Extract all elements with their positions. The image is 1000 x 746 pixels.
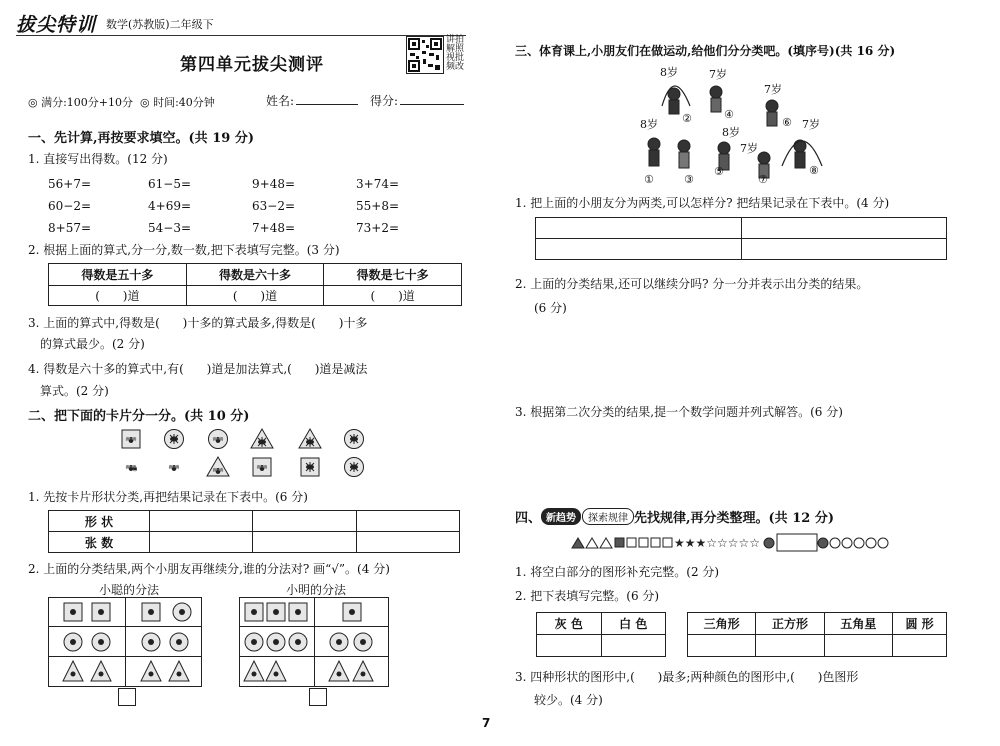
row-label: 形 状 [49, 511, 150, 532]
section-2-title: 二、把下面的卡片分一分。(共 10 分) [28, 409, 250, 424]
age-label: 7岁 [740, 142, 758, 155]
square-card [301, 458, 319, 476]
circle-card [345, 458, 364, 477]
card-area [121, 428, 371, 484]
section-4-title: 先找规律,再分类整理。(共 12 分) [634, 511, 834, 526]
calc-item[interactable]: 3+74= [356, 177, 400, 191]
topic-badge: 探索规律 [582, 508, 634, 525]
brand-logo: 拔尖特训 [16, 14, 97, 36]
section-4-prefix: 四、 [515, 511, 542, 526]
qr-char: 讲 [446, 35, 456, 45]
kid-number: ① [644, 173, 654, 186]
color-table [536, 612, 666, 657]
answer-cell[interactable] [150, 532, 253, 553]
table-header: 得数是六十多 [186, 264, 324, 286]
shape-count-table [48, 510, 460, 553]
row-label: 张 数 [49, 532, 150, 553]
question-1-3: 3. 上面的算式中,得数是( )十多的算式最多,得数是( )十多 [28, 316, 368, 330]
calc-item[interactable]: 7+48= [252, 221, 296, 235]
circle-card [345, 430, 364, 449]
trend-badge: 新趋势 [541, 508, 581, 525]
table-header: 三角形 [688, 613, 756, 635]
question-1-2: 2. 根据上面的算式,分一分,数一数,把下表填写完整。(3 分) [28, 243, 340, 257]
table-header: 圆 形 [893, 613, 947, 635]
qr-char: 视 [446, 53, 456, 63]
method-a-table [48, 597, 202, 687]
question-1-3-cont: 的算式最少。(2 分) [40, 337, 145, 351]
table-header: 灰 色 [537, 613, 602, 635]
qr-char: 改 [455, 62, 465, 72]
question-1-1: 1. 直接写出得数。(12 分) [28, 152, 168, 166]
fly-card [169, 465, 179, 471]
question-4-2: 2. 把下表填写完整。(6 分) [515, 589, 660, 603]
answer-cell[interactable] [741, 239, 947, 260]
kid-number: ③ [684, 173, 694, 186]
square-card [122, 430, 140, 448]
calc-row [48, 195, 468, 217]
answer-cell[interactable] [756, 635, 824, 657]
calc-item[interactable]: 8+57= [48, 221, 92, 235]
shape-table [687, 612, 947, 657]
question-4-3-cont: 较少。(4 分) [534, 693, 603, 707]
triangle-card [207, 457, 229, 476]
answer-cell[interactable] [741, 218, 947, 239]
fly-card [126, 465, 137, 472]
table-header: 得数是五十多 [49, 264, 187, 286]
method-a-label: 小聪的分法 [99, 583, 160, 597]
calc-item[interactable]: 61−5= [148, 177, 192, 191]
circle-card [165, 430, 184, 449]
answer-cell[interactable] [824, 635, 892, 657]
table-header: 得数是七十多 [324, 264, 462, 286]
name-field[interactable] [296, 104, 358, 105]
qr-char: 解 [446, 44, 456, 54]
score-label: 得分: [370, 94, 399, 108]
calc-item[interactable]: 4+69= [148, 199, 192, 213]
calc-item[interactable]: 56+7= [48, 177, 92, 191]
series-label: 数学(苏教版)二年级下 [106, 18, 214, 31]
age-label: 7岁 [764, 83, 782, 96]
answer-cell[interactable] [150, 511, 253, 532]
kid-number: ④ [724, 108, 734, 121]
header-rule [16, 35, 466, 36]
blank-box [777, 534, 817, 551]
square-card [253, 458, 271, 476]
age-label: 7岁 [709, 68, 727, 81]
answer-cell[interactable] [536, 239, 742, 260]
calc-item[interactable]: 73+2= [356, 221, 400, 235]
answer-cell[interactable]: ( )道 [186, 286, 324, 306]
triangle-card [251, 429, 273, 448]
calc-item[interactable]: 54−3= [148, 221, 192, 235]
question-2-2: 2. 上面的分类结果,两个小朋友再继续分,谁的分法对? 画“√”。(4 分) [28, 562, 390, 576]
age-label: 8岁 [640, 118, 658, 131]
question-3-2-cont: (6 分) [534, 301, 567, 315]
calc-row [48, 173, 468, 195]
triangle-card [299, 429, 321, 448]
table-header: 白 色 [601, 613, 666, 635]
score-info: ◎ 满分:100分+10分 ◎ 时间:40分钟 [28, 96, 215, 109]
table-header: 正方形 [756, 613, 824, 635]
calc-item[interactable]: 60−2= [48, 199, 92, 213]
method-b-checkbox[interactable] [309, 688, 327, 706]
age-label: 8岁 [660, 66, 678, 79]
kid-number: ⑦ [758, 173, 768, 186]
method-b-table [239, 597, 389, 687]
answer-cell[interactable] [893, 635, 947, 657]
question-3-3: 3. 根据第二次分类的结果,提一个数学问题并列式解答。(6 分) [515, 405, 843, 419]
answer-cell[interactable] [356, 511, 459, 532]
qr-char: 频 [446, 62, 456, 72]
question-3-2: 2. 上面的分类结果,还可以继续分吗? 分一分并表示出分类的结果。 [515, 277, 869, 291]
kid-number: ⑥ [782, 116, 792, 129]
question-2-1: 1. 先按卡片形状分类,再把结果记录在下表中。(6 分) [28, 490, 308, 504]
qr-char: 拍 [455, 35, 465, 45]
kid-number: ② [682, 112, 692, 125]
score-field[interactable] [400, 104, 464, 105]
calc-item[interactable]: 55+8= [356, 199, 400, 213]
classification-table [535, 217, 947, 260]
answer-cell[interactable]: ( )道 [49, 286, 187, 306]
section-1-title: 一、先计算,再按要求填空。(共 19 分) [28, 131, 254, 146]
qr-char: 照 [455, 44, 465, 54]
answer-cell[interactable] [253, 511, 356, 532]
qr-code-icon [406, 36, 444, 74]
age-label: 7岁 [802, 118, 820, 131]
kid-number: ⑤ [714, 165, 724, 178]
kid-number: ⑧ [809, 164, 819, 177]
result-table-1 [48, 263, 462, 306]
method-b-label: 小明的分法 [286, 583, 347, 597]
answer-cell[interactable] [536, 218, 742, 239]
question-4-3: 3. 四种形状的图形中,( )最多;两种颜色的图形中,( )色图形 [515, 670, 859, 684]
question-1-4-cont: 算式。(2 分) [40, 384, 109, 398]
age-label: 8岁 [722, 126, 740, 139]
qr-caption [446, 36, 468, 72]
answer-cell[interactable] [253, 532, 356, 553]
page-title: 第四单元拔尖测评 [180, 55, 324, 75]
shape-pattern [570, 532, 892, 554]
calc-item[interactable]: 9+48= [252, 177, 296, 191]
answer-cell[interactable] [537, 635, 602, 657]
svg-text:★★★☆☆☆☆☆: ★★★☆☆☆☆☆ [674, 536, 761, 550]
answer-cell[interactable] [601, 635, 666, 657]
method-a-checkbox[interactable] [118, 688, 136, 706]
kids-exercise-illustration [632, 66, 832, 186]
calc-grid [48, 173, 468, 239]
question-3-1: 1. 把上面的小朋友分为两类,可以怎样分? 把结果记录在下表中。(4 分) [515, 196, 890, 210]
page-number: 7 [482, 716, 491, 730]
answer-cell[interactable]: ( )道 [324, 286, 462, 306]
section-3-title: 三、体育课上,小朋友们在做运动,给他们分分类吧。(填序号)(共 16 分) [515, 44, 896, 58]
circle-card [209, 430, 228, 449]
answer-cell[interactable] [356, 532, 459, 553]
question-4-1: 1. 将空白部分的图形补充完整。(2 分) [515, 565, 720, 579]
qr-char: 批 [455, 53, 465, 63]
question-1-4: 4. 得数是六十多的算式中,有( )道是加法算式,( )道是减法 [28, 362, 368, 376]
table-header: 五角星 [824, 613, 892, 635]
calc-row [48, 217, 468, 239]
answer-cell[interactable] [688, 635, 756, 657]
calc-item[interactable]: 63−2= [252, 199, 296, 213]
name-label: 姓名: [266, 94, 295, 108]
